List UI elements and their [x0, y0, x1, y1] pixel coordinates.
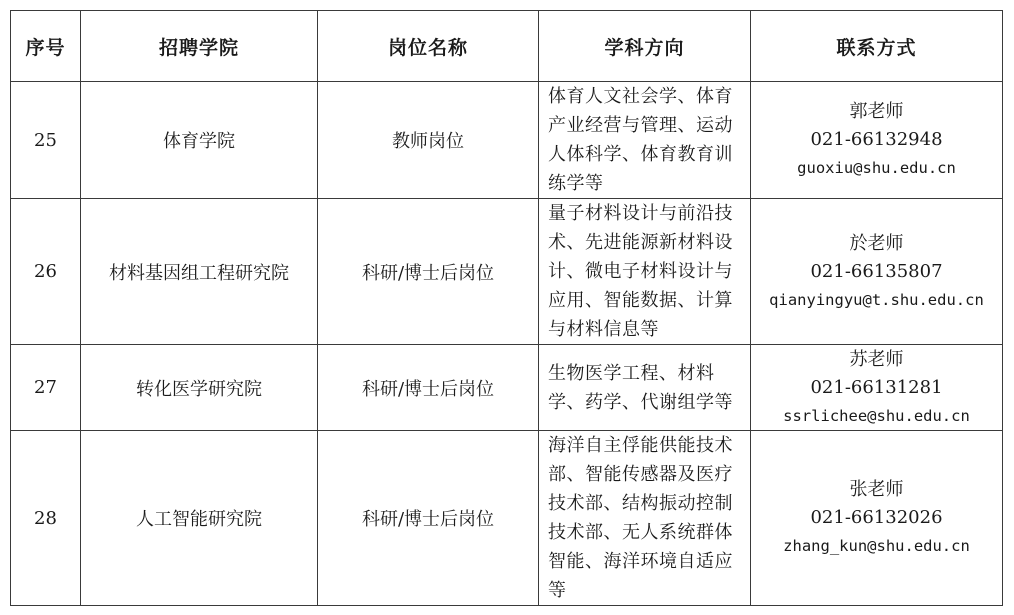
contact-email: zhang_kun@shu.edu.cn [783, 537, 970, 555]
header-position: 岗位名称 [318, 11, 539, 82]
contact-name: 於老师 [849, 232, 904, 254]
cell-college: 材料基因组工程研究院 [81, 199, 318, 345]
cell-direction: 量子材料设计与前沿技术、先进能源新材料设计、微电子材料设计与应用、智能数据、计算与材料信息等 [539, 199, 751, 345]
header-index: 序号 [11, 11, 81, 82]
header-college: 招聘学院 [81, 11, 318, 82]
cell-position: 教师岗位 [318, 82, 539, 199]
cell-contact [751, 82, 1003, 199]
header-contact: 联系方式 [751, 11, 1003, 82]
cell-direction: 生物医学工程、材料学、药学、代谢组学等 [539, 345, 751, 431]
recruitment-table [10, 10, 1003, 606]
contact-phone: 021-66135807 [810, 260, 943, 282]
table-row [11, 82, 1003, 199]
cell-index: 25 [11, 82, 81, 199]
table-row [11, 431, 1003, 606]
contact-phone: 021-66131281 [810, 376, 943, 398]
contact-email: ssrlichee@shu.edu.cn [783, 406, 970, 425]
cell-contact [751, 345, 1003, 431]
cell-college: 体育学院 [81, 82, 318, 199]
cell-position: 科研/博士后岗位 [318, 345, 539, 431]
contact-name: 郭老师 [849, 101, 904, 122]
cell-college: 人工智能研究院 [81, 431, 318, 606]
cell-contact [751, 431, 1003, 606]
contact-name: 张老师 [849, 479, 904, 500]
contact-email: guoxiu@shu.edu.cn [797, 159, 956, 177]
contact-phone: 021-66132948 [810, 129, 943, 150]
contact-name: 苏老师 [849, 348, 904, 370]
table-row [11, 199, 1003, 345]
contact-phone: 021-66132026 [810, 507, 943, 528]
cell-college: 转化医学研究院 [81, 345, 318, 431]
cell-direction: 体育人文社会学、体育产业经营与管理、运动人体科学、体育教育训练学等 [539, 82, 751, 199]
cell-direction: 海洋自主俘能供能技术部、智能传感器及医疗技术部、结构振动控制技术部、无人系统群体智能、海洋环境自适应等 [539, 431, 751, 606]
cell-contact [751, 199, 1003, 345]
cell-index: 26 [11, 199, 81, 345]
table-row [11, 345, 1003, 431]
cell-position: 科研/博士后岗位 [318, 431, 539, 606]
cell-position: 科研/博士后岗位 [318, 199, 539, 345]
cell-index: 27 [11, 345, 81, 431]
recruitment-table-container [10, 10, 1003, 606]
table-header-row [11, 11, 1003, 82]
cell-index: 28 [11, 431, 81, 606]
contact-email: qianyingyu@t.shu.edu.cn [769, 290, 984, 309]
header-direction: 学科方向 [539, 11, 751, 82]
